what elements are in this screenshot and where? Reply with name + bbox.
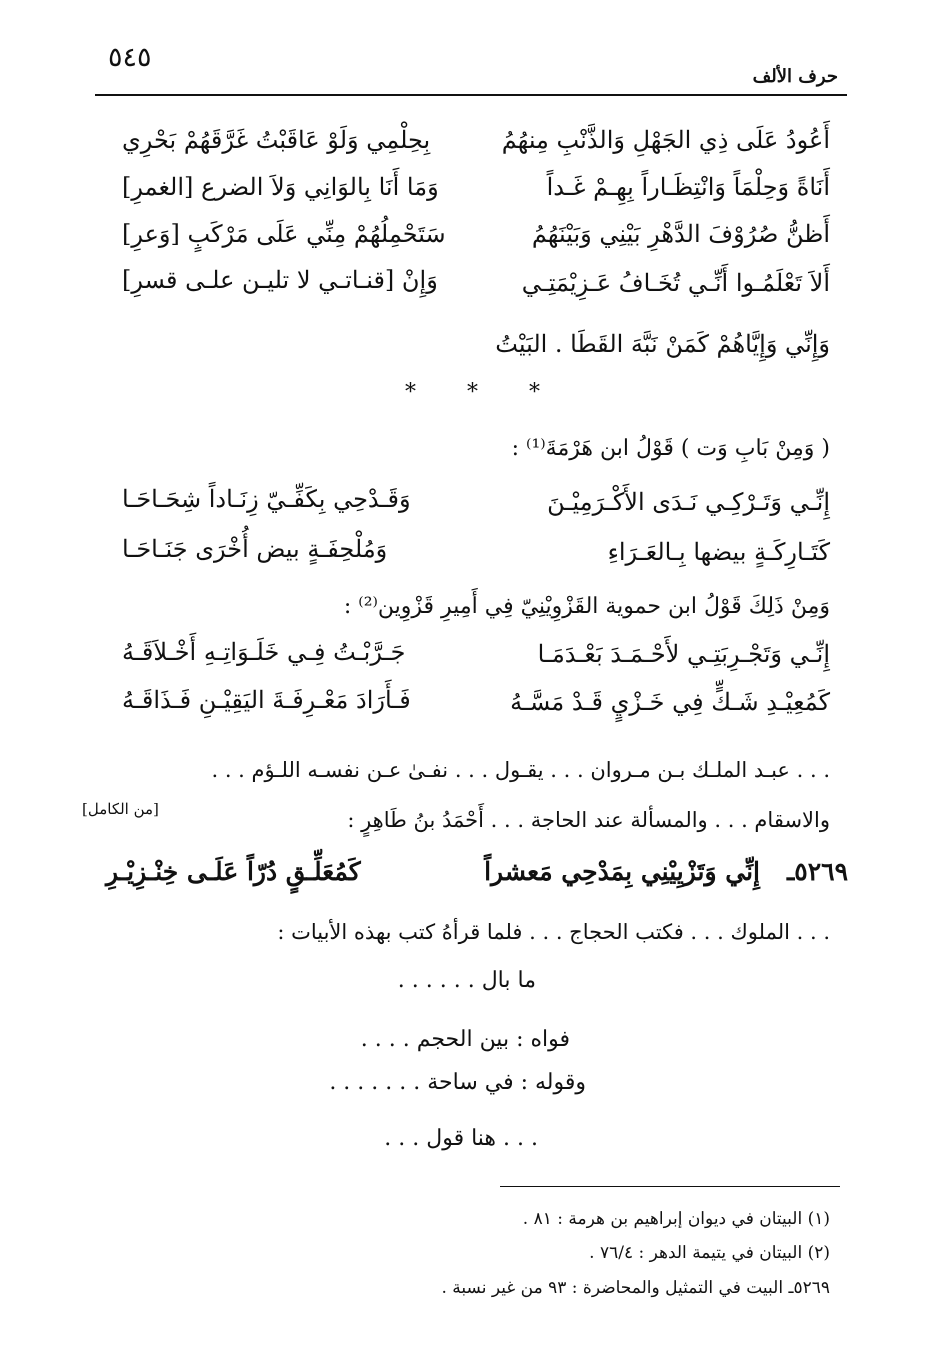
footnote: ٥٢٦٩ـ البيت في التمثيل والمحاضرة : ٩٣ من غير نسبة . xyxy=(441,1278,830,1298)
verse-hemistich-right: كَتَـارِكَـةٍ بيضها بِـالعَـرَاءِ xyxy=(607,538,830,566)
fragment-line: فواه : بين الحجم . . . . xyxy=(360,1027,570,1052)
running-title: حرف الألف xyxy=(752,66,838,87)
section-separator: * * * xyxy=(405,380,562,405)
verse-hemistich-left: وَقَـدْحِي بِكَفِّـيّ زِنَـاداً شِحَـاحَـا xyxy=(122,485,411,513)
fragment-line: . . . هنا قول . . . xyxy=(384,1126,538,1151)
meter-tag: [من الكامل] xyxy=(82,800,159,818)
entry-hemistich-right: إِنِّي وَتَزْيِيْنِي بِمَدْحِي مَعشراً xyxy=(484,857,760,886)
verse-introduction: وَمِنْ ذَلِكَ قَوْلُ ابن حموية القَزْوِيْنِيّ فِي أَمِيرِ قَزْوِين⁽²⁾ : xyxy=(343,594,830,619)
verse-hemistich-right: أَظنُّ صُرُوْفَ الدَّهْرِ بَيْنِي وَبَيْنَهُمُ xyxy=(531,220,830,248)
verse-hemistich-left: فَـأَرَادَ مَعْـرِفَـةَ اليَقِيْـنِ فَـذَاقَـهُ xyxy=(122,686,411,714)
fragment-line: وقوله : في ساحة . . . . . . . xyxy=(329,1070,586,1095)
verse-hemistich-right: أَعُودُ عَلَى ذِي الجَهْلِ وَالذَّنْبِ مِنهُمُ xyxy=(501,126,830,154)
verse-hemistich-left: وَإِنْ [قنـاتـي لا تليـن علـى قسرِ] xyxy=(122,266,438,294)
verse-hemistich-right: إِنِّـي وَتَـرْكِـي نَـدَى الأَكْـرَمِيْـنَ xyxy=(547,488,830,516)
verse-hemistich-left: وَمُلْحِفَـةٍ بيض أُخْرَى جَنَـاحَـا xyxy=(122,535,388,563)
verse-hemistich-right: كَمُعِيْـدِ شَـكٍّ فِي خَـزْيٍ قَـدْ مَسَّـهُ xyxy=(510,688,830,716)
verse-hemistich-right: أَنَاةً وَحِلْمَاً وَانْتِظَـاراً بِهِـمْ غَـداً xyxy=(546,173,830,201)
entry-number: ٥٢٦٩ـ xyxy=(786,857,848,886)
verse-last-line: وَإِنِّي وَإِيَّاهُمْ كَمَنْ نَبَّهَ القَطَا . البَيْتُ xyxy=(495,330,830,358)
header-rule xyxy=(95,94,847,96)
verse-hemistich-left: بِحِلْمِي وَلَوْ عَاقَبْتُ غَرَّقَهُمْ بَحْرِي xyxy=(122,126,431,154)
verse-introduction: ( وَمِنْ بَابِ وَت ) قَوْلُ ابن هَرْمَةَ⁽¹⁾ : xyxy=(511,436,830,461)
page-number: ٥٤٥ xyxy=(108,42,152,73)
entry-hemistich-left: كَمُعَلِّـقٍ دُرّاً عَلَـى خِنْـزِيْـرِ xyxy=(106,857,361,886)
verse-hemistich-right: أَلاَ تَعْلَمُـوا أَنِّـي تُخَـافُ عَـزِيْمَتِـي xyxy=(521,269,830,297)
prose-line: . . . عبـد الملـك بـن مـروان . . . يقـول . . . نفـىٰ عـن نفسـه اللـؤم . . . xyxy=(211,758,830,782)
prose-line: . . . الملوك . . . فكتب الحجاج . . . فلما قرأهُ كتب بهذه الأبيات : xyxy=(277,920,830,944)
footnote-rule xyxy=(500,1186,840,1187)
prose-line: والاسقام . . . والمسألة عند الحاجة . . . أَحْمَدُ بنُ طَاهِرٍ : xyxy=(347,808,830,832)
footnote: (٢) البيتان في يتيمة الدهر : ٧٦/٤ . xyxy=(589,1243,830,1263)
verse-hemistich-left: وَمَا أَنَا بِالوَانِي وَلاَ الضرع [الغمرِ] xyxy=(122,173,439,201)
footnote: (١) البيتان في ديوان إبراهيم بن هرمة : ٨١ . xyxy=(522,1209,830,1229)
verse-hemistich-left: سَتَحْمِلُهُمْ مِنِّي عَلَى مَرْكَبٍ [وَعرِ] xyxy=(122,220,446,248)
verse-hemistich-right: إِنِّـي وَتَجْـرِبَتِـي لأَحْـمَـدَ بَعْـدَمَـا xyxy=(537,640,830,668)
verse-hemistich-left: جَـرَّبْـتُ فِـي خَلَـوَاتِـهِ أَخْـلاَقَـهُ xyxy=(122,638,406,666)
fragment-line: ما بال . . . . . . xyxy=(397,968,536,993)
